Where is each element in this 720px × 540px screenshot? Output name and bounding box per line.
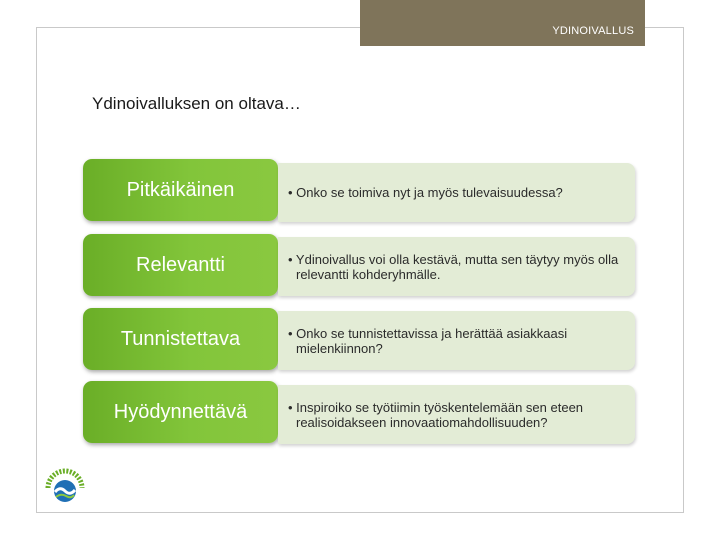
description-box	[278, 163, 635, 222]
term-label: Pitkäikäinen	[126, 178, 235, 201]
term-box	[83, 381, 278, 443]
term-label: Hyödynnettävä	[113, 400, 248, 423]
section-tab	[360, 0, 645, 46]
term-label: Relevantti	[136, 253, 225, 276]
term-box	[83, 234, 278, 296]
list-item	[83, 234, 635, 296]
section-label: YDINOIVALLUS	[552, 25, 634, 37]
description-box	[278, 385, 635, 444]
term-box	[83, 308, 278, 370]
description-box	[278, 311, 635, 370]
description-text: • Onko se tunnistettavissa ja herättää asiakkaasi mielenkiinnon?	[288, 325, 568, 356]
list-item	[83, 308, 635, 370]
list-item	[83, 159, 635, 221]
term-box	[83, 159, 278, 221]
description-text: • Ydinoivallus voi olla kestävä, mutta sen täytyy myös olla relevantti kohderyhmälle.	[288, 251, 619, 282]
description-text: • Onko se toimiva nyt ja myös tulevaisuudessa?	[288, 185, 563, 200]
page-title: Ydinoivalluksen on oltava…	[92, 94, 301, 113]
organization-logo-icon	[40, 466, 90, 506]
description-text: • Inspiroiko se työtiimin työskentelemään sen eteen realisoidakseen innovaatiomahdollisuuden?	[288, 399, 584, 430]
term-label: Tunnistettava	[120, 327, 241, 350]
list-item	[83, 381, 635, 443]
description-box	[278, 237, 635, 296]
